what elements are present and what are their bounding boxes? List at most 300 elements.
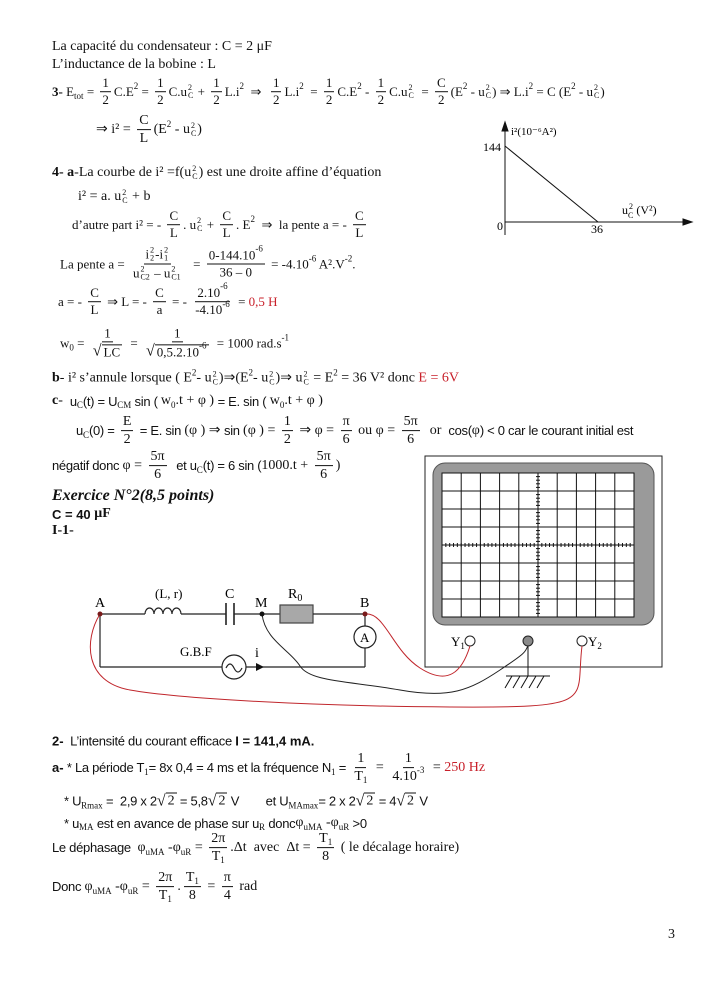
formula-text: L [139,131,149,147]
text: (t) = 6 sin ( [202,458,262,474]
formula-text: φ [84,879,93,894]
exponent: 2 [150,245,155,255]
node-m [260,612,265,617]
formula-text: 1 [357,751,365,767]
formula-text: 0,5.2.10 [156,344,200,360]
subscript: C [192,172,198,181]
formula-text: (E [450,84,463,99]
formula-text: .t + φ ) [284,393,323,408]
formula-text: u [132,265,140,281]
formula-text: - [58,393,70,408]
y2-label: $Y_2$ [588,634,602,651]
ground-terminal[interactable] [523,636,533,646]
formula-text: -φ [164,840,181,855]
formula-text: π [342,414,350,430]
subscript: 0 [69,341,74,352]
formula-text: 1 [157,75,164,91]
text: = 8x 0,4 = 4 ms et la fréquence N [148,760,331,776]
text: L’intensité du courant efficace [63,733,236,749]
subscript: C2 [140,272,150,282]
formula-text: 1 [404,751,412,767]
label-coil: (L, r) [155,586,183,601]
superscript: 2 [191,367,197,377]
subscript: 1 [194,875,199,886]
text: V et U [227,793,289,809]
subscript: uMA [145,847,165,857]
formula-text: -La courbe de i² =f(u [74,165,192,180]
formula-text: 1 [272,75,280,91]
superscript: -6 [199,340,207,351]
y1-terminal[interactable] [465,636,475,646]
formula-text: 6 [320,467,328,483]
exponent: 2 [140,264,145,274]
y1-label: $Y_1$ [451,634,465,651]
y-axis-label: i²(10⁻⁶A²) [511,126,557,138]
formula-text: 1 [104,325,111,341]
superscript: 2 [462,81,468,91]
subscript: 1 [164,253,169,263]
formula-text: 2 [325,92,333,108]
ammeter-label: A [360,630,370,645]
exponent: 2 [303,369,308,378]
superscript: 2 [239,81,245,91]
formula-text: ⇒ la pente a = - [254,217,351,232]
subscript: C [269,377,275,386]
exponent: 2 [593,83,598,92]
formula-text: 1 [325,75,333,91]
formula-text: -φ [111,879,128,894]
formula-text: a = - [58,294,86,309]
subscript: C [190,129,197,138]
label-current: i [255,646,259,661]
formula-text: C.u [389,84,408,99]
formula-text: . E [235,217,251,232]
formula-text: 2 [377,92,385,108]
formula-text: i [145,246,150,262]
formula-text: La capacité du condensateur : C = 2 μF [52,39,272,54]
formula-text: = [234,294,249,309]
text: = 5,8 [176,793,208,809]
formula-text: ) [197,122,202,137]
formula-text: = [138,84,153,99]
bold-text: c [52,393,59,408]
formula-text: 6 [407,432,415,448]
text: cos( [448,423,472,439]
formula-text: φ [137,840,146,855]
formula-text: 2 [366,793,374,809]
text: = E. sin ( [217,393,267,409]
text: = 2 x 2 [318,793,356,809]
superscript: -6 [222,298,230,309]
formula-text: . u [183,217,197,232]
formula-text: = -4.10 [267,256,309,271]
formula-text: π [223,870,231,886]
bold-text: 3- [52,84,63,99]
formula-text: C [222,208,231,224]
superscript: -6 [308,253,317,263]
exponent: 2 [188,83,193,92]
formula-text: L [169,225,178,241]
exponent: 2 [190,121,195,130]
text: Le déphasage [52,840,138,856]
formula-text: 1 [102,75,109,91]
formula-text: -i [155,246,164,262]
text: négatif donc [52,458,123,474]
formula-text: . [177,879,181,894]
formula-text: a [156,302,163,318]
text: V [416,793,428,809]
formula-text: -φ [322,815,339,830]
formula-text: ⇒ [244,84,268,99]
formula-text: 2π [211,831,226,847]
formula-text: 2 [123,432,131,448]
subscript: 0 [279,400,285,410]
formula-text: = 36 V² donc [337,370,419,385]
formula-text: = [73,334,88,350]
formula-text: - u [253,370,269,385]
highlighted-result: 0,5 H [248,294,278,309]
formula-text: 1000.t + [261,458,312,473]
formula-text: (E [153,122,167,137]
bold-text: I = 141,4 mA. [235,733,315,749]
radical-icon: √ [156,792,166,810]
bold-text: C = 40 [52,506,95,522]
origin-label: 0 [497,219,503,233]
formula-text: = [429,760,445,775]
subscript: 1 [330,767,336,777]
bold-text: 2- [52,733,64,749]
formula-text: + [203,217,218,232]
formula-text: C [90,285,99,301]
text: est en avance de phase sur u [93,815,260,831]
subscript: 2 [150,253,155,263]
formula-text: d’autre part i² = - [72,217,165,232]
i2-vs-uc2-graph [502,122,692,235]
bold-text: 4- a [52,165,75,180]
formula-text: ⇒ i² = [96,122,135,138]
superscript: 2 [133,81,139,91]
formula-text: 2.10 [197,285,221,301]
formula-text: ) est une droite affine d’équation [198,165,382,180]
formula-text: C [436,75,446,91]
formula-text: 2 [283,432,291,448]
formula-text: La pente a = [60,256,128,271]
formula-text: = E [309,370,334,385]
formula-text: - [361,84,373,99]
formula-text: . [352,256,356,271]
formula-text: = C (E [533,84,572,99]
radical-icon: √ [207,792,217,810]
text: >0 [349,815,367,831]
superscript: 2 [250,214,255,224]
formula-text: + b [128,189,151,204]
formula-text: 2 [167,793,175,809]
formula-text: -4.10 [195,302,223,318]
formula-text: C [355,208,364,224]
superscript: 2 [528,81,534,91]
exponent: 2 [408,83,413,92]
formula-text: C.E [337,84,358,99]
formula-text: w [60,334,70,350]
formula-text: (φ ) = [243,423,279,438]
text: * U [64,793,82,809]
formula-text: or [422,423,449,438]
formula-text: = [127,334,141,350]
subscript: tot [74,91,84,101]
formula-text: rad [235,879,258,894]
formula-text: 8 [188,888,196,904]
subscript: C [122,196,128,205]
text: u [76,423,83,439]
formula-text: ) [335,458,341,473]
superscript: -2 [344,253,353,263]
subscript: uMA [92,886,112,896]
formula-text: 2 [218,793,226,809]
formula-text: E [62,84,75,99]
current-arrow-icon [256,663,264,671]
formula-text: - u [171,122,190,137]
formula-text: w [266,393,280,408]
formula-text: C.u [168,84,188,99]
subscript: C [76,400,83,410]
formula-text: 2 [407,793,415,809]
formula-text: ( le décalage horaire) [337,840,460,855]
exponent: 2 [212,369,217,378]
formula-text: L [355,225,364,241]
exponent: 2 [122,188,127,197]
bold-text: μF [94,506,111,521]
formula-text: i² = a. u [78,189,122,204]
formula-text: 4 [223,888,231,904]
formula-text: )⇒ u [275,370,303,386]
formula-text: T [185,870,195,886]
text: et u [169,458,197,474]
formula-text: 36 – 0 [219,264,253,280]
title-text: Exercice N°2(8,5 points) [52,487,215,504]
formula-text: φ = [122,458,146,473]
formula-text: ) ⇒ L.i [492,84,529,99]
formula-text: = [191,840,207,855]
formula-text: ) [600,84,605,99]
x-tick-36: 36 [591,222,603,236]
formula-text: 6 [154,467,162,483]
superscript: 2 [357,81,362,91]
text: sin [224,423,244,439]
subscript: Rmax [81,800,103,810]
radical-icon: √ [92,342,102,360]
highlighted-result: E = 6V [418,370,459,385]
resistor-r0 [280,605,313,623]
subscript: C [196,465,203,475]
subscript: uMA [303,822,323,832]
subscript: 1 [167,894,172,905]
formula-text: = [186,256,204,271]
exponent: 2 [197,216,202,225]
text: (t) = U [82,393,118,409]
formula-text: LC [103,344,121,360]
exponent: 2 [171,264,176,274]
formula-text: 4.10 [392,769,417,785]
subscript: C [485,91,492,100]
superscript: 2 [333,367,338,377]
formula-text: - u [196,370,212,385]
subscript: 1 [144,767,149,777]
radical-icon: √ [145,342,155,360]
highlighted-result: 250 Hz [444,760,486,775]
formula-text: 5π [316,449,331,465]
exponent: 2 [485,83,490,92]
text: * u [64,815,80,831]
formula-text: A².V [316,256,345,271]
label-b: B [360,596,370,611]
subscript: R [259,822,266,832]
node-b [363,612,368,617]
formula-text: C [155,285,164,301]
formula-text: )⇒(E [218,370,249,386]
node-a [98,612,103,617]
superscript: 2 [166,119,172,129]
text: ) < 0 car le courant initial est [479,423,634,439]
formula-text: E [122,414,132,430]
formula-text: = [203,879,219,894]
formula-text: φ [295,815,304,830]
formula-text: 2 [438,92,445,108]
subscript: uR [338,822,350,832]
formula-text: 1 [174,325,181,341]
formula-text: = [138,879,154,894]
x-axis-arrow-icon [683,219,692,225]
text: = 2,9 x 2 [102,793,157,809]
formula-text: w [160,393,172,408]
text: Donc [52,879,85,895]
subscript: 1 [362,775,368,786]
formula-text: T [354,769,363,785]
subscript: 1 [220,855,225,866]
y2-terminal[interactable] [577,636,587,646]
superscript: -1 [281,331,290,342]
formula-text: .Δt avec Δt = [230,840,315,855]
formula-text: 6 [342,432,350,448]
oscilloscope [425,456,662,667]
formula-text: + [194,84,209,99]
radical-icon: √ [355,792,365,810]
bold-text: a- [52,760,64,776]
subscript: MAmax [288,800,319,810]
formula-text: – u [150,265,171,281]
coil-icon [145,608,181,614]
formula-text: C [169,208,179,224]
subscript: 1 [327,836,333,847]
formula-text: C.E [113,84,134,99]
formula-text: L.i [284,84,300,99]
subscript: uR [180,847,192,857]
formula-text: 2 [272,92,280,108]
formula-text: = - [168,294,191,309]
superscript: -6 [255,243,263,254]
formula-text: - u [575,84,593,99]
superscript: -6 [220,281,228,292]
superscript: 2 [571,81,576,91]
text: (0) = [88,423,118,439]
y-tick-144: 144 [483,140,501,154]
label-r0: $R_0$ [288,587,303,604]
formula-text: T [319,831,328,847]
formula-text: φ [471,423,480,438]
bold-text: b [52,370,60,385]
formula-text: T [158,888,168,904]
subscript: C [212,377,218,386]
formula-text: 0-144.10 [208,247,256,263]
formula-text: 2π [158,870,173,886]
bold-text: I-1- [52,523,74,538]
subscript: CM [117,400,132,410]
text: = E. sin [136,423,185,439]
text: * La période T [63,760,145,776]
subscript: MA [79,822,94,832]
label-c: C [225,587,235,602]
formula-text: .t + φ ) [175,393,218,408]
radical-icon: √ [396,792,406,810]
text: = [335,760,350,776]
formula-text: ⇒ L = - [103,294,151,309]
formula-text: 2 [102,92,109,108]
page-number-text: 3 [668,927,675,942]
formula-text: 8 [322,849,330,865]
formula-text: 5π [150,449,165,465]
formula-text: 2 [213,92,220,108]
subscript: C [593,91,600,100]
formula-text: = 1000 rad.s [213,334,282,350]
formula-text: C [139,113,149,129]
formula-text: L’inductance de la bobine : L [52,57,216,72]
formula-text: ⇒ φ = [295,423,338,439]
exponent: 2 [269,369,274,378]
exponent: 2 [192,164,197,173]
text: sin ( [131,393,161,409]
formula-text: = [83,84,98,99]
subscript: 0 [171,400,176,410]
label-gbf: G.B.F [180,644,212,659]
subscript: C [82,430,89,440]
formula-text: (φ ) ⇒ [184,423,225,439]
formula-text: 2 [157,92,164,108]
formula-text: 1 [213,75,220,91]
formula-text: = [372,760,388,775]
formula-text: - u [467,84,485,99]
text: = 4 [375,793,397,809]
subscript: C [188,91,194,100]
formula-text: T [211,849,221,865]
y-axis-arrow-icon [502,122,508,131]
formula-text: L [222,225,231,241]
subscript: C [408,91,414,100]
formula-text: L.i [224,84,240,99]
superscript: 2 [299,81,304,91]
subscript: C [303,377,309,386]
formula-text: 1 [377,75,385,91]
rlc-circuit [100,603,376,679]
formula-text: = [303,84,321,99]
formula-text: L [90,302,99,318]
label-m: M [255,596,268,611]
x-axis-label: $u^2$ C (V²) [622,202,657,220]
label-a: A [95,596,106,611]
subscript: C1 [171,272,181,282]
formula-text: 1 [283,414,291,430]
subscript: uR [127,886,139,896]
superscript: -3 [416,765,425,776]
exponent: 2 [164,245,169,255]
